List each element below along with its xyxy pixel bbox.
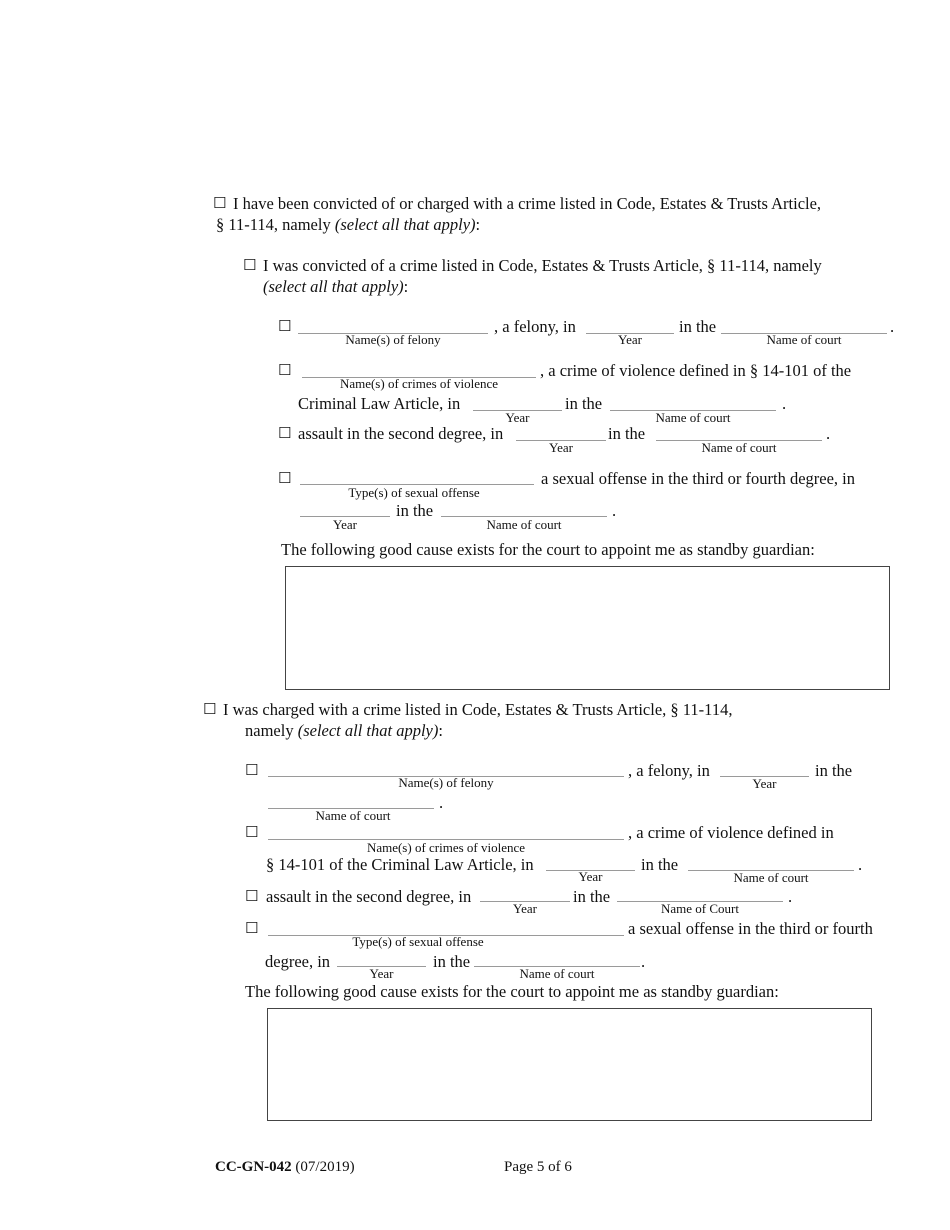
charged-checkbox[interactable]: ☐ [203,700,217,718]
charged-heading-line2: namely (select all that apply): [245,721,443,740]
convicted-violence-names-caption: Name(s) of crimes of violence [339,376,499,391]
convicted-checkbox[interactable]: ☐ [243,256,257,274]
charged-violence-text: , a crime of violence defined in [628,823,834,842]
convicted-sexual-in-the: in the [396,501,434,520]
convicted-sexual-type-caption: Type(s) of sexual offense [348,485,480,500]
charged-good-cause-label: The following good cause exists for the court to appoint me as standby guardian: [245,982,779,1001]
charged-assault-court-caption: Name of Court [661,901,739,916]
convicted-sexual-court-caption: Name of court [486,517,562,532]
convicted-sexual-text: a sexual offense in the third or fourth degree, in [541,469,856,488]
charged-sexual-line2: degree, in [265,952,331,971]
convicted-good-cause-textbox[interactable] [285,566,890,690]
convicted-violence-period: . [782,394,787,413]
charged-sexual-year-caption: Year [369,966,394,981]
charged-assault-in-the: in the [573,887,611,906]
convicted-assault-period: . [826,424,831,443]
convicted-violence-line2: Criminal Law Article, in [298,394,461,413]
charged-sexual-in-the: in the [433,952,471,971]
charged-sexual-court-caption: Name of court [519,966,595,981]
charged-assault-checkbox[interactable]: ☐ [245,887,259,905]
charged-violence-checkbox[interactable]: ☐ [245,823,259,841]
charged-violence-year-caption: Year [578,869,603,884]
charged-assault-year-caption: Year [513,901,537,916]
convicted-assault-checkbox[interactable]: ☐ [278,424,292,442]
convicted-felony-checkbox[interactable]: ☐ [278,317,292,335]
convicted-sexual-period: . [612,501,617,520]
charged-felony-checkbox[interactable]: ☐ [245,761,259,779]
convicted-sexual-year-caption: Year [333,517,357,532]
charged-felony-year-caption: Year [752,776,777,791]
convicted-heading-line2: (select all that apply): [263,277,409,296]
charged-felony-court-caption: Name of court [315,808,391,823]
main-checkbox[interactable]: ☐ [213,194,227,212]
charged-heading-line1: I was charged with a crime listed in Code, Estates & Trusts Article, § 11-114, [223,700,733,719]
charged-assault-text: assault in the second degree, in [266,887,472,906]
charged-violence-line2: § 14-101 of the Criminal Law Article, in [266,855,534,874]
form-number: CC-GN-042 (07/2019) [215,1159,355,1175]
convicted-violence-court-caption: Name of court [655,410,731,425]
convicted-assault-year-caption: Year [549,440,573,455]
main-heading-line2: § 11-114, namely (select all that apply): [216,215,481,234]
charged-violence-period: . [858,855,863,874]
charged-good-cause-textbox[interactable] [267,1008,872,1121]
convicted-felony-court-caption: Name of court [766,332,842,347]
convicted-assault-in-the: in the [608,424,646,443]
charged-sexual-period: . [641,952,646,971]
page-number: Page 5 of 6 [504,1159,572,1175]
convicted-sexual-checkbox[interactable]: ☐ [278,469,292,487]
charged-sexual-type-caption: Type(s) of sexual offense [352,934,484,949]
convicted-good-cause-label: The following good cause exists for the court to appoint me as standby guardian: [281,540,815,559]
main-heading-line1: I have been convicted of or charged with a crime listed in Code, Estates & Trusts Article, [233,194,822,213]
charged-felony-names-caption: Name(s) of felony [398,775,494,790]
convicted-violence-in-the: in the [565,394,603,413]
charged-violence-in-the: in the [641,855,679,874]
convicted-felony-period: . [890,317,895,336]
convicted-felony-text: , a felony, in [494,317,576,336]
charged-violence-court-caption: Name of court [733,870,809,885]
charged-felony-period: . [439,793,444,812]
convicted-felony-year-caption: Year [618,332,642,347]
charged-felony-text: , a felony, in [628,761,710,780]
charged-felony-in-the: in the [815,761,853,780]
convicted-assault-text: assault in the second degree, in [298,424,504,443]
convicted-violence-checkbox[interactable]: ☐ [278,361,292,379]
charged-sexual-text: a sexual offense in the third or fourth [628,919,873,938]
convicted-violence-year-caption: Year [505,410,530,425]
convicted-assault-court-caption: Name of court [701,440,777,455]
convicted-felony-in-the: in the [679,317,717,336]
convicted-violence-text: , a crime of violence defined in § 14-101 of the [540,361,852,380]
charged-sexual-checkbox[interactable]: ☐ [245,919,259,937]
convicted-heading-line1: I was convicted of a crime listed in Code, Estates & Trusts Article, § 11-114, namely [263,256,822,275]
convicted-felony-names-caption: Name(s) of felony [345,332,441,347]
charged-violence-names-caption: Name(s) of crimes of violence [366,840,526,855]
charged-assault-period: . [788,887,793,906]
